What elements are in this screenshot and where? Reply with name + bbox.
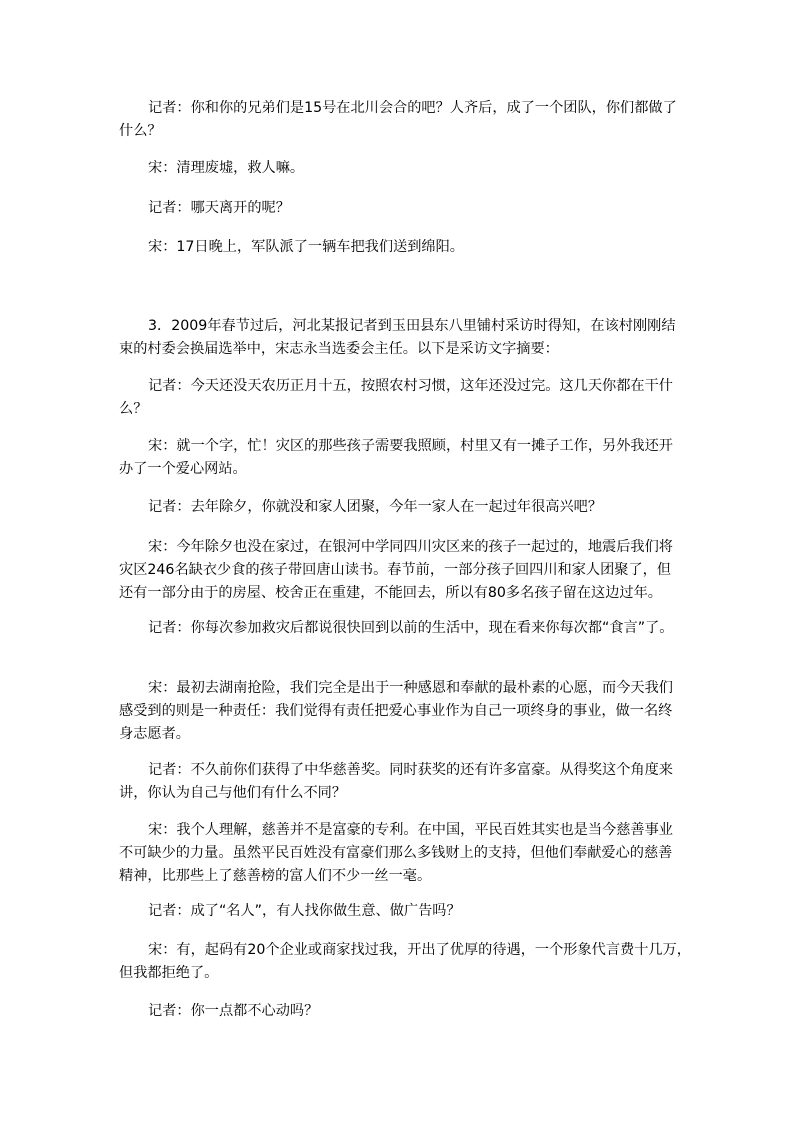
text-line: 记者：成了“名人”，有人找你做生意、做广告吗？ [148,903,461,919]
text-line: 灾区246名缺衣少食的孩子带回唐山读书。春节前，一部分孩子回四川和家人团聚了，但 [119,562,672,578]
text-line: 感受到的则是一种责任：我们觉得有责任把爱心事业作为自己一项终身的事业，做一名终 [119,703,673,719]
dialogue-paragraph-3 [119,197,679,220]
dialogue-paragraph-11 [119,759,679,805]
dialogue-paragraph-1 [119,97,679,143]
text-line: 宋：最初去湖南抢险，我们完全是出于一种感恩和奉献的最朴素的心愿，而今天我们 [148,680,673,696]
dialogue-paragraph-13 [119,900,679,923]
text-line: 记者：不久前你们获得了中华慈善奖。同时获奖的还有许多富豪。从得奖这个角度来 [148,762,673,778]
dialogue-paragraph-2 [119,157,679,180]
text-line: 记者：你每次参加救灾后都说很快回到以前的生活中，现在看来你每次都“食言”了。 [148,620,674,636]
dialogue-paragraph-6 [119,435,679,481]
dialogue-paragraph-4 [119,236,679,259]
text-line: 束的村委会换届选举中，宋志永当选委会主任。以下是采访文字摘要： [119,341,559,357]
text-line: 宋：17日晚上，军队派了一辆车把我们送到绵阳。 [148,239,464,255]
text-line: 宋：今年除夕也没在家过，在银河中学同四川灾区来的孩子一起过的，地震后我们将 [148,539,673,555]
dialogue-paragraph-10 [119,677,679,746]
text-line: 宋：有，起码有20个企业或商家找过我，开出了优厚的待遇，一个形象代言费十几万， [148,942,691,958]
text-line: 3．2009年春节过后，河北某报记者到玉田县东八里铺村采访时得知，在该村刚刚结 [148,318,676,334]
dialogue-paragraph-14 [119,939,691,985]
text-line: 身志愿者。 [119,726,190,742]
text-line: 办了一个爱心网站。 [119,461,247,477]
text-line: 记者：哪天离开的呢？ [148,200,290,216]
question-intro-paragraph [119,315,679,361]
text-line: 但我都拒绝了。 [119,965,219,981]
text-line: 讲，你认为自己与他们有什么不同？ [119,785,347,801]
dialogue-paragraph-5 [119,375,679,421]
text-line: 记者：去年除夕，你就没和家人团聚，今年一家人在一起过年很高兴吧？ [148,499,603,515]
text-line: 记者：你和你的兄弟们是15号在北川会合的吧？人齐后，成了一个团队，你们都做了 [148,100,677,116]
text-line: 宋：清理废墟，救人嘛。 [148,160,305,176]
text-line: 记者：今天还没天农历正月十五，按照农村习惯，这年还没过完。这几天你都在干什 [148,378,673,394]
text-line: 还有一部分由于的房屋、校舍正在重建，不能回去，所以有80多名孩子留在这边过年。 [119,585,662,601]
text-line: 记者：你一点都不心动吗？ [148,1003,319,1019]
dialogue-paragraph-15 [119,1000,679,1023]
dialogue-paragraph-7 [119,496,679,519]
text-line: 不可缺少的力量。虽然平民百姓没有富豪们那么多钱财上的支持，但他们奉献爱心的慈善 [119,845,673,861]
text-line: 宋：我个人理解，慈善并不是富豪的专利。在中国，平民百姓其实也是当今慈善事业 [148,822,673,838]
text-line: 么？ [119,401,148,417]
dialogue-paragraph-12 [119,819,679,888]
text-line: 精神，比那些上了慈善榜的富人们不少一丝一毫。 [119,868,432,884]
text-line: 什么？ [119,123,162,139]
dialogue-paragraph-8 [119,536,679,605]
text-line: 宋：就一个字，忙！灾区的那些孩子需要我照顾，村里又有一摊子工作，另外我还开 [148,438,673,454]
dialogue-paragraph-9 [119,617,679,640]
